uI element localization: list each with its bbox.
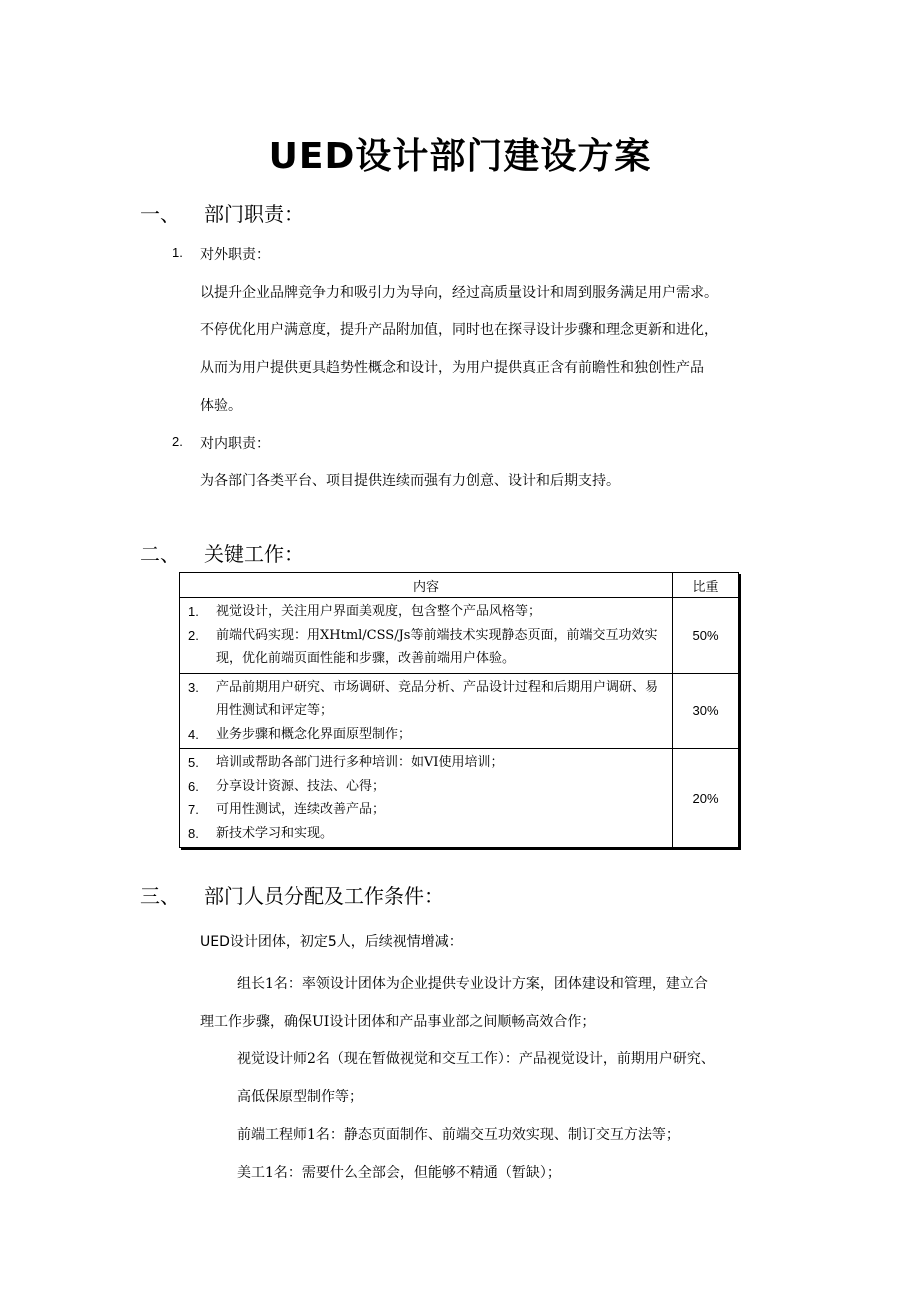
section-heading-key-work (140, 538, 304, 567)
paragraph-line: 高低保原型制作等； (237, 1089, 363, 1105)
item-text: 新技术学习和实现。 (216, 825, 334, 841)
section-number: 一、 (140, 202, 180, 226)
weight-cell: 20% (673, 749, 739, 848)
weight-cell: 50% (673, 598, 739, 674)
paragraph-line: 前端工程师1名：静态页面制作、前端交互功效实现、制订交互方法等； (237, 1127, 680, 1143)
paragraph-line: 从而为用户提供更具趋势性概念和设计，为用户提供真正含有前瞻性和独创性产品 (200, 360, 704, 376)
item-text: 前端代码实现：用XHtml/CSS/Js等前端技术实现静态页面，前端交互功效实现，优化前端页面性能和步骤，改善前端用户体验。 (216, 627, 658, 666)
duty-number: 2. (172, 434, 183, 449)
item-text: 业务步骤和概念化界面原型制作； (216, 726, 412, 742)
content-cell (180, 598, 673, 674)
document-title: UED设计部门建设方案 (268, 136, 652, 177)
duty-number: 1. (172, 245, 183, 260)
table-row (180, 673, 739, 749)
item-number: 6. (188, 778, 199, 794)
paragraph-line: 以提升企业品牌竞争力和吸引力为导向，经过高质量设计和周到服务满足用户需求。 (200, 285, 718, 301)
list-item (188, 676, 666, 723)
paragraph-line: 组长1名：率领设计团体为企业提供专业设计方案，团体建设和管理，建立合 (237, 976, 708, 992)
list-item (188, 751, 666, 775)
duty-label-external: 对外职责： (200, 247, 270, 263)
table-header-row (180, 573, 739, 598)
staffing-intro: UED设计团体，初定5人，后续视情增减： (200, 934, 463, 950)
key-work-table (179, 572, 739, 848)
duty-label-internal: 对内职责： (200, 436, 270, 452)
paragraph-line: 理工作步骤，确保UI设计团体和产品事业部之间顺畅高效合作； (200, 1014, 596, 1030)
item-number: 2. (188, 627, 199, 643)
list-item (188, 822, 666, 846)
item-number: 1. (188, 604, 199, 619)
item-text: 分享设计资源、技法、心得； (216, 778, 386, 794)
header-content: 内容 (180, 573, 673, 598)
content-cell (180, 673, 673, 749)
section-number: 三、 (140, 884, 180, 908)
item-text: 可用性测试，连续改善产品； (216, 802, 386, 817)
section-title: 关键工作： (204, 542, 304, 566)
item-number: 7. (188, 802, 199, 817)
list-item (188, 600, 666, 624)
item-number: 5. (188, 755, 199, 770)
weight-cell: 30% (673, 673, 739, 749)
item-text: 视觉设计，关注用户界面美观度，包含整个产品风格等； (216, 604, 542, 619)
section-number: 二、 (140, 542, 180, 566)
item-text: 产品前期用户研究、市场调研、竞品分析、产品设计过程和后期用户调研、易用性测试和评定等； (216, 679, 659, 718)
paragraph-line: 体验。 (200, 398, 242, 414)
paragraph-line: 视觉设计师2名（现在暂做视觉和交互工作）：产品视觉设计，前期用户研究、 (237, 1051, 715, 1067)
section-heading-duties (140, 198, 304, 227)
item-text: 培训或帮助各部门进行多种培训：如VI使用培训； (216, 755, 504, 770)
item-number: 3. (188, 679, 199, 695)
section-heading-staffing (140, 880, 444, 909)
item-number: 8. (188, 825, 199, 841)
list-item (188, 775, 666, 799)
paragraph-line: 美工1名：需要什么全部会，但能够不精通（暂缺）； (237, 1165, 561, 1181)
list-item (188, 723, 666, 747)
section-title: 部门职责： (204, 202, 304, 226)
paragraph-line: 不停优化用户满意度，提升产品附加值，同时也在探寻设计步骤和理念更新和进化， (200, 322, 718, 338)
table-row (180, 598, 739, 674)
list-item (188, 798, 666, 822)
content-cell (180, 749, 673, 848)
table-row (180, 749, 739, 848)
paragraph-line: 为各部门各类平台、项目提供连续而强有力创意、设计和后期支持。 (200, 473, 620, 489)
header-weight: 比重 (673, 573, 739, 598)
list-item (188, 624, 666, 671)
section-title: 部门人员分配及工作条件： (204, 884, 444, 908)
item-number: 4. (188, 726, 199, 742)
